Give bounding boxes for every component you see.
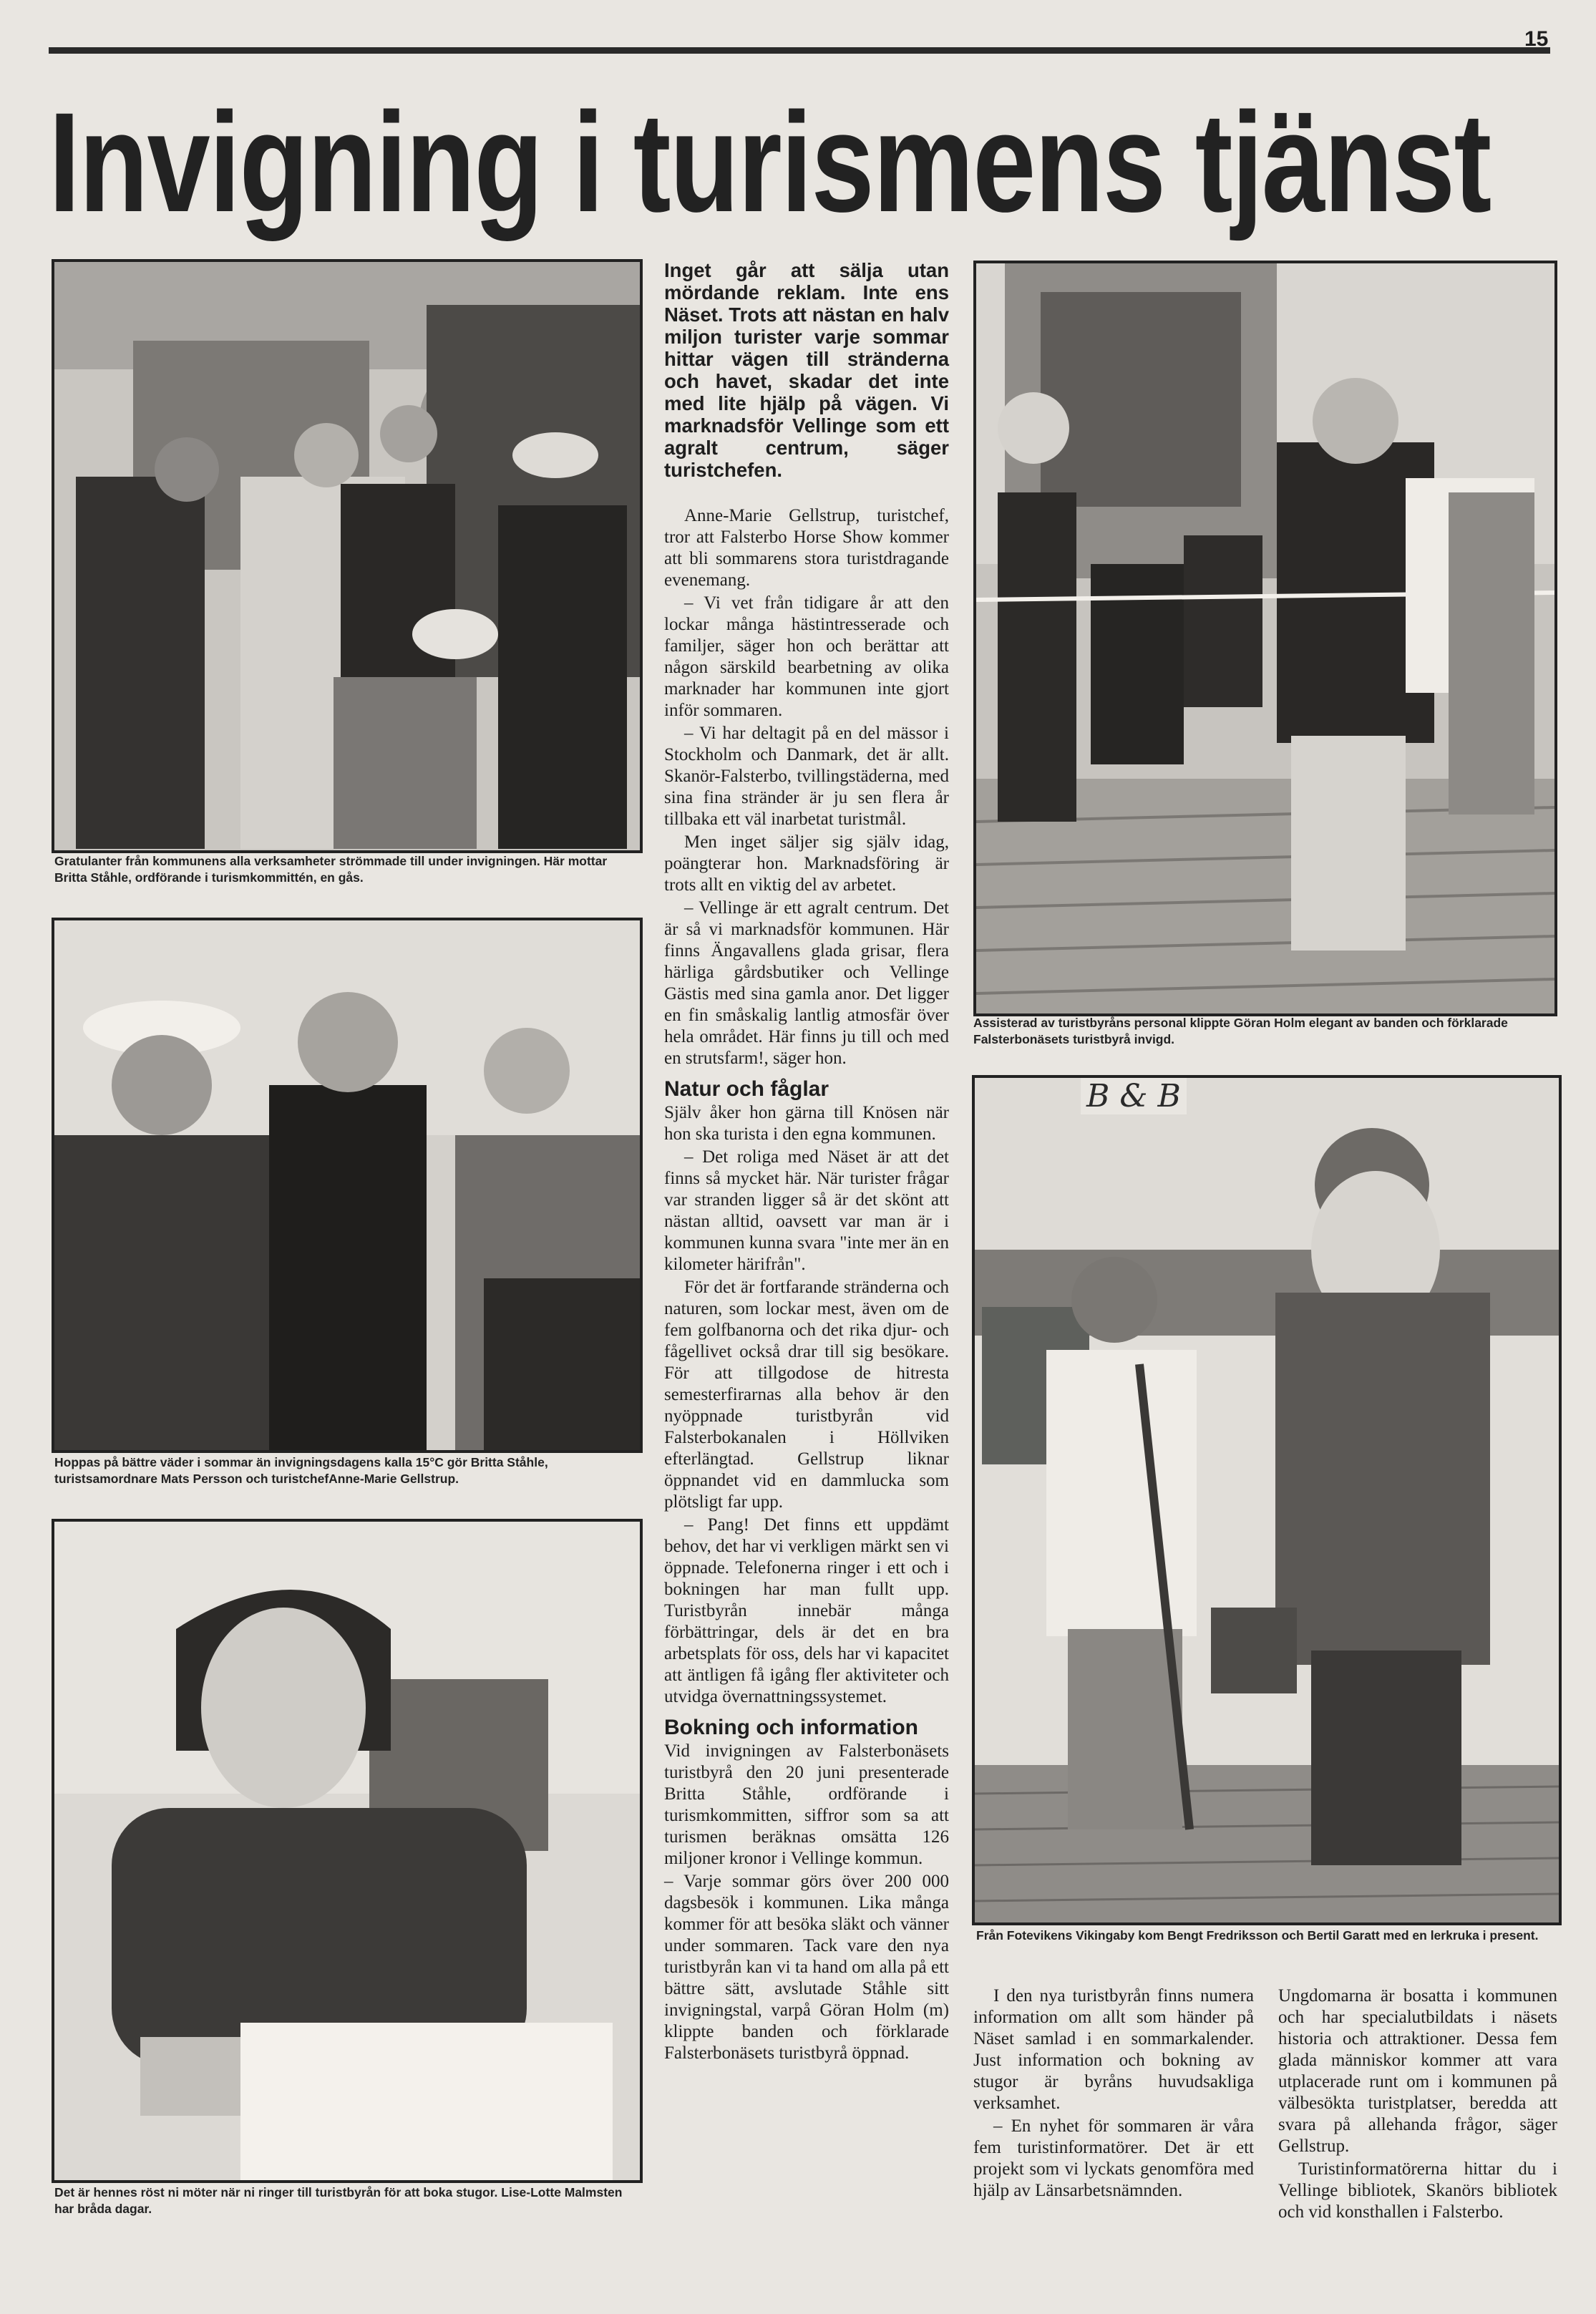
caption-photo-1: Gratulanter från kommunens alla verksamheter strömmade till under invigningen. Här mottar Britta Ståhle, ordförande i turismkommittén, en gås.: [54, 854, 608, 885]
caption-photo-3: Det är hennes röst ni möter när ni ringer till turistbyrån för att boka stugor. Lise-Lotte Malmsten har bråda dagar.: [54, 2185, 623, 2216]
paragraph: – Pang! Det finns ett uppdämt behov, det har vi verkligen märkt sen vi öppnade. Telefonerna ringer i ett och i bokningen har man fullt upp. Turistbyrån innebär många förbättringar, dels är det en bra arbetsplats för oss, dels har vi kapacitet att äntligen få igång fler aktiviteter och utvidga övernattningssystemet.: [664, 1515, 949, 1706]
caption-photo-4: Assisterad av turistbyråns personal klippte Göran Holm elegant av banden och förklarade Falsterbonäsets turistbyrå invigd.: [973, 1016, 1508, 1046]
photo-ribbon-cutting: [973, 261, 1557, 1016]
lead-paragraph: Inget går att sälja utan mördande reklam. Inte ens Näset. Trots att nästan en halv miljon turister varje sommar hittar vägen till stränderna och havet, skadar det inte med lite hjälp på vägen. Vi marknadsför Vellinge som ett agralt centrum, säger turistchefen.: [664, 259, 949, 481]
paragraph: – Vi vet från tidigare år att den lockar många hästintresserade och familjer, säger hon och berättar att någon särskild bearbetning av olika marknader har kommunen inte gjort inför sommaren.: [664, 593, 949, 720]
paragraph: – Det roliga med Näset är att det finns så mycket här. När turister frågar var stranden ligger så är det skönt att nästan alltid, oavsett var man är i kommunen kunna svara "inte mer än en kilometer härifrån".: [664, 1147, 949, 1274]
paragraph: För det är fortfarande stränderna och naturen, som lockar mest, även om de fem golfbanorna och det rika djur- och fågellivet också drar till sig besökare. För att tillgodose de hitresta semesterfirarnas alla behov är den nyöppnade turistbyrån vid Falsterbokanalen i Höllviken efterlängtad. Gellstrup liknar öppnandet vid en dammlucka som plötsligt far upp.: [664, 1278, 949, 1512]
headline: Invigning i turismens tjänst: [49, 83, 1491, 241]
paragraph: Anne-Marie Gellstrup, turistchef, tror att Falsterbo Horse Show kommer att bli sommarens stora turistdragande evenemang.: [664, 506, 949, 590]
caption-photo-2: Hoppas på bättre väder i sommar än invigningsdagens kalla 15°C gör Britta Ståhle, turistsamordnare Mats Persson och turistchefAnne-Marie Gellstrup.: [54, 1455, 548, 1486]
photo-ceremony-greeting: [52, 259, 643, 853]
paragraph: Turistinformatörerna hittar du i Vellinge bibliotek, Skanörs bibliotek och vid konsthallen i Falsterbo.: [1278, 2159, 1557, 2222]
paragraph: – Varje sommar görs över 200 000 dagsbesök i kommunen. Lika många kommer för att besöka släkt och vänner under sommaren. Tack vare den nya turistbyrån kan vi ta hand om alla på ett bättre sätt, avslutade Ståhle sitt invigningstal, varpå Göran Holm (m) klippte banden och förklarade Falsterbonäsets turistbyrå öppnad.: [664, 1872, 949, 2063]
paragraph: I den nya turistbyrån finns numera information om allt som händer på Näset samlad i en sommarkalender. Just information och bokning av stugor är byråns huvudsakliga verksamhet.: [973, 1986, 1254, 2113]
paragraph: Men inget säljer sig själv idag, poängterar hon. Marknadsföring är trots allt en viktig del av arbetet.: [664, 832, 949, 895]
paragraph: Ungdomarna är bosatta i kommunen och har specialutbildats i näsets historia och attraktioner. Dessa fem glada människor kommer att vara utplacerade runt om i kommunen på välbesökta turistplatser, beredda att svara på allehanda frågor, säger Gellstrup.: [1278, 1986, 1557, 2156]
paragraph: – Vellinge är ett agralt centrum. Det är så vi marknadsför kommunen. Här finns Ängavallens glada grisar, flera härliga gårdsbutiker och Vellinge Gästis med sina gamla anor. Det ligger en fin småskalig lantlig atmosfär över hela området. Här finns ju till och med en strutsfarm!, säger hon.: [664, 898, 949, 1068]
column-middle: [664, 505, 949, 2066]
caption-photo-5: Från Fotevikens Vikingaby kom Bengt Fredriksson och Bertil Garatt med en lerkruka i present.: [976, 1928, 1539, 1943]
handwritten-note: B & B: [1081, 1078, 1187, 1114]
photo-three-people: [52, 918, 643, 1453]
photo-woman-desk: [52, 1519, 643, 2183]
top-rule: [49, 47, 1550, 54]
paragraph: Vid invigningen av Falsterbonäsets turistbyrå den 20 juni presenterade Britta Ståhle, ordförande i turismkommitten, siffror som sa att turismen beräknas omsätta 126 miljoner kronor i Vellinge kommun.: [664, 1741, 949, 1868]
photo-vikings: [972, 1075, 1562, 1925]
page-number: 15: [1524, 27, 1549, 51]
paragraph: – Vi har deltagit på en del mässor i Stockholm och Danmark, det är allt. Skanör-Falsterbo, tvillingstäderna, med sina fina stränder är ju sen flera år tillbaka ett väl inarbetat turistmål.: [664, 724, 949, 829]
column-right-b: [1278, 1985, 1557, 2225]
subhead-bokning: Bokning och information: [664, 1716, 918, 1739]
paragraph: – En nyhet för sommaren är våra fem turistinformatörer. Det är ett projekt som vi lyckats genomföra med hjälp av Länsarbetsnämnden.: [973, 2116, 1254, 2200]
column-right-a: [973, 1985, 1254, 2203]
paragraph: Själv åker hon gärna till Knösen när hon ska turista i den egna kommunen.: [664, 1103, 949, 1144]
subhead-natur: Natur och fåglar: [664, 1077, 829, 1101]
